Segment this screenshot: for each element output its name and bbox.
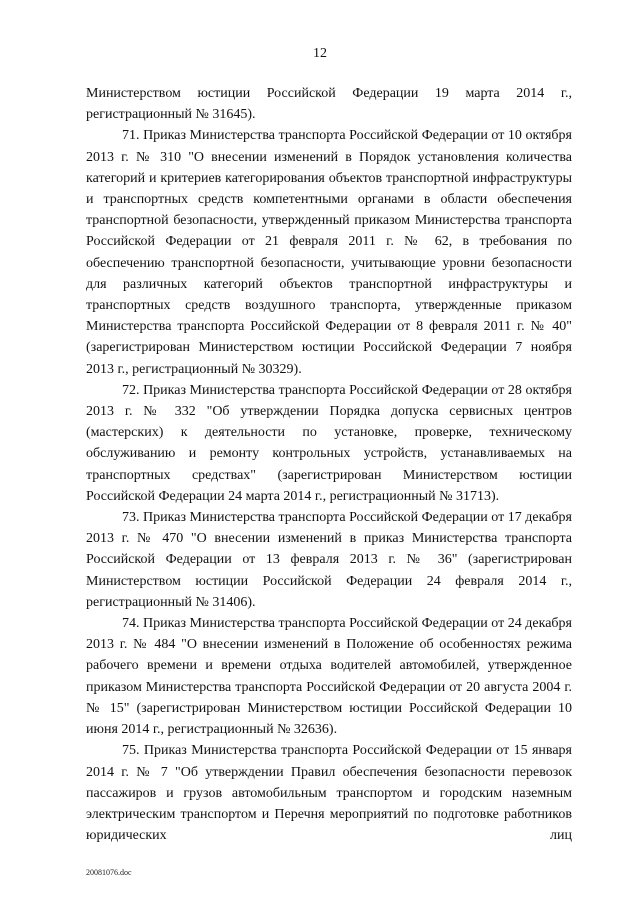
document-body bbox=[86, 83, 572, 846]
paragraph-item-74: 74. Приказ Министерства транспорта Российской Федерации от 24 декабря 2013 г. № 484 "О внесении изменений в Положение об особенностях режима рабочего времени и времени отдыха водителей автомобилей, утвержденное приказом Министерства транспорта Российской Федерации от 20 августа 2004 г. № 15" (зарегистрирован Министерством юстиции Российской Федерации 10 июня 2014 г., регистрационный № 32636). bbox=[86, 616, 572, 738]
footer-filename: 20081076.doc bbox=[86, 868, 132, 877]
paragraph-item-71: 71. Приказ Министерства транспорта Российской Федерации от 10 октября 2013 г. № 310 "О внесении изменений в Порядок установления количества категорий и критериев категорирования объектов транспортной инфраструктуры и транспортных средств компетентными органами в области обеспечения транспортной безопасности, утвержденный приказом Министерства транспорта Российской Федерации от 21 февраля 2011 г. № 62, в требования по обеспечению транспортной безопасности, учитывающие уровни безопасности для различных категорий объектов транспортной инфраструктуры и транспортных средств воздушного транспорта, утвержденные приказом Министерства транспорта Российской Федерации от 8 февраля 2011 г. № 40" (зарегистрирован Министерством юстиции Российской Федерации 7 ноября 2013 г., регистрационный № 30329). bbox=[86, 128, 572, 377]
paragraph-continuation: Министерством юстиции Российской Федерации 19 марта 2014 г., регистрационный № 31645). bbox=[86, 86, 572, 123]
paragraph-item-72: 72. Приказ Министерства транспорта Российской Федерации от 28 октября 2013 г. № 332 "Об утверждении Порядка допуска сервисных центров (мастерских) к деятельности по установке, проверке, техническому обслуживанию и ремонту контрольных устройств, устанавливаемых на транспортных средствах" (зарегистрирован Министерством юстиции Российской Федерации 24 марта 2014 г., регистрационный № 31713). bbox=[86, 382, 572, 504]
page-number: 12 bbox=[313, 46, 327, 61]
paragraph-item-73: 73. Приказ Министерства транспорта Российской Федерации от 17 декабря 2013 г. № 470 "О внесении изменений в приказ Министерства транспорта Российской Федерации от 13 февраля 2013 г. № 36" (зарегистрирован Министерством юстиции Российской Федерации 24 февраля 2014 г., регистрационный № 31406). bbox=[86, 510, 572, 610]
paragraph-item-75: 75. Приказ Министерства транспорта Российской Федерации от 15 января 2014 г. № 7 "Об утверждении Правил обеспечения безопасности перевозок пассажиров и грузов автомобильным транспортом и городским наземным электрическим транспортом и Перечня мероприятий по подготовке работников юридических лиц bbox=[86, 743, 572, 844]
